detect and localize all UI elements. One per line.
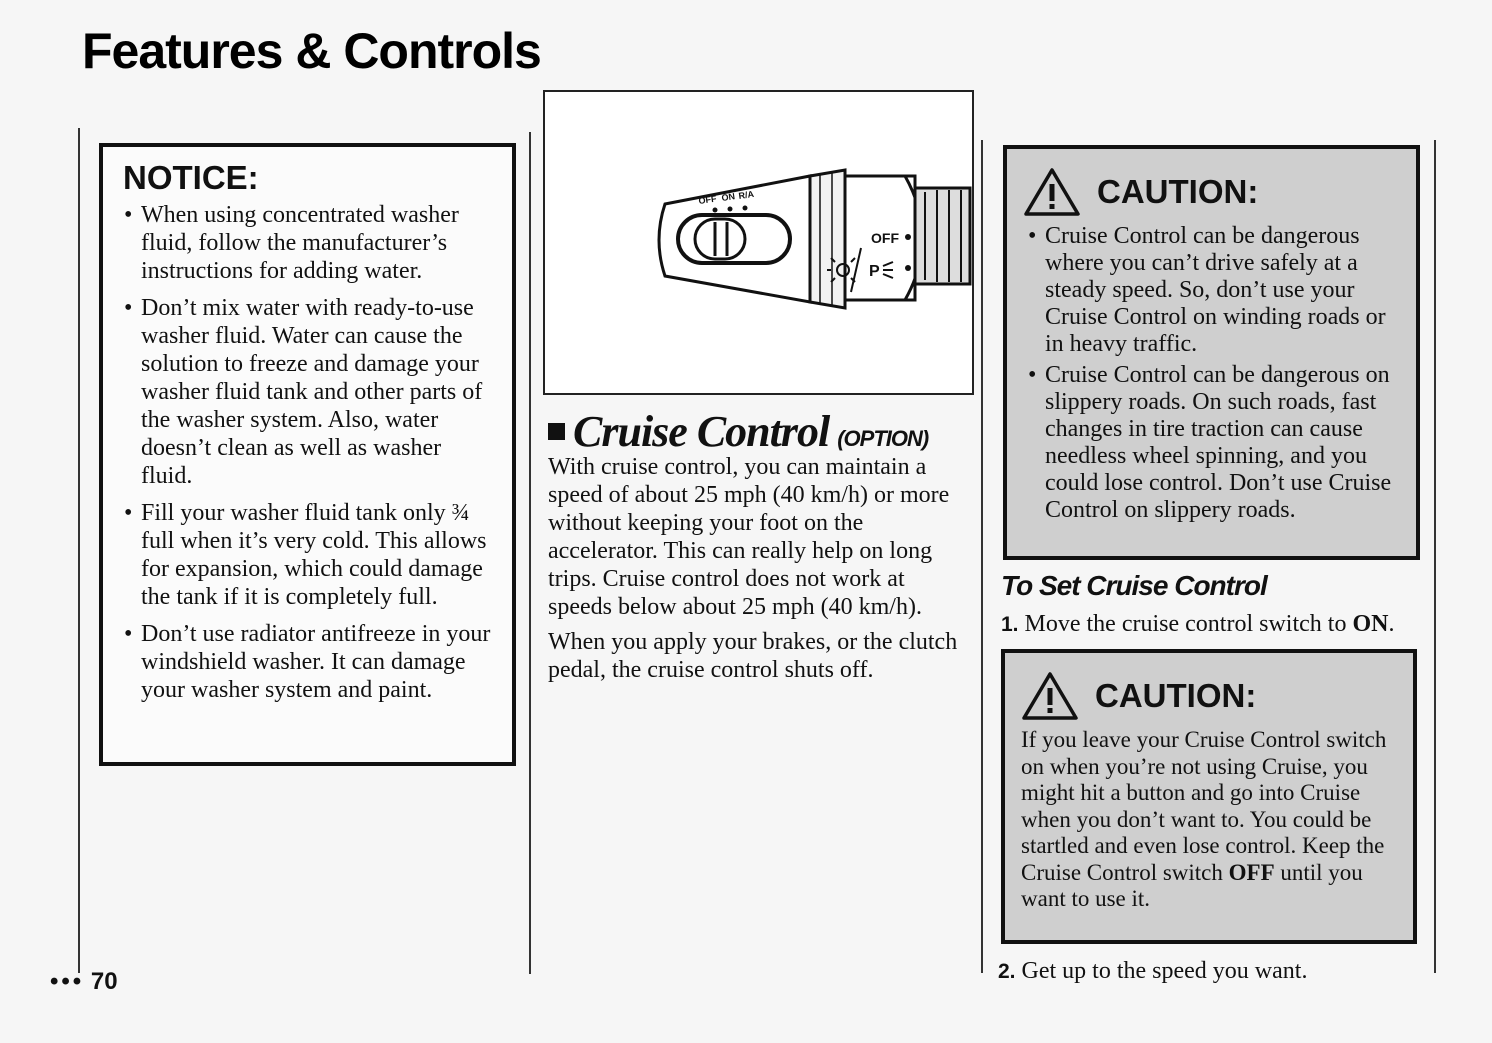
notice-item: • Don’t mix water with ready-to-use washer fluid. Water can cause the solution to freeze and damage your washer fluid tank and other parts of the washer system. Also, water doesn’t clean as well as washer fluid. <box>119 294 498 490</box>
notice-item: • Fill your washer fluid tank only ¾ full when it’s very cold. This allows for expansion, which could damage the tank if it is completely full. <box>119 499 498 611</box>
caution-heading-text: CAUTION: <box>1097 173 1259 210</box>
caution-2-text <box>1021 727 1397 913</box>
lever-label-ra: R/A <box>737 188 755 201</box>
caution-heading-text: CAUTION: <box>1095 677 1257 714</box>
step-2 <box>998 957 1428 986</box>
column-divider-right <box>981 140 983 973</box>
step-2-number: 2. <box>998 960 1016 983</box>
caution-list <box>1023 223 1400 524</box>
notice-item: • Don’t use radiator antifreeze in your windshield washer. It can damage your washer system and paint. <box>119 620 498 704</box>
caution-box-1 <box>1003 145 1420 560</box>
cruise-control-heading <box>548 406 928 457</box>
lever-label-off: OFF <box>697 193 718 206</box>
caution-box-2 <box>1001 649 1417 944</box>
cruise-lever-illustration <box>543 90 974 395</box>
column-divider-middle <box>529 132 531 974</box>
page-title: Features & Controls <box>82 23 541 79</box>
warning-triangle-icon <box>1021 671 1079 721</box>
warning-triangle-icon <box>1023 167 1081 217</box>
cruise-lever-drawing <box>545 92 972 393</box>
step-2-text: Get up to the speed you want. <box>1021 958 1308 984</box>
page-number-value: 70 <box>90 968 118 995</box>
step-1-text: Move the cruise control switch to <box>1024 611 1353 637</box>
caution-item: • Cruise Control can be dangerous where you can’t drive safely at a steady speed. So, don’t use your Cruise Control on winding roads or in heavy traffic. <box>1023 223 1400 358</box>
step-1 <box>1001 610 1431 639</box>
notice-heading: NOTICE: <box>123 159 259 196</box>
lever-label-on: ON <box>720 191 736 203</box>
set-cruise-heading: To Set Cruise Control <box>1001 570 1267 601</box>
option-label: (OPTION) <box>837 426 929 451</box>
step-1-end: . <box>1388 611 1395 637</box>
headlamp-label-off: OFF <box>871 230 899 246</box>
svg-text:P: P <box>869 263 880 280</box>
page-dots: ••• <box>50 968 85 995</box>
page-number <box>50 968 118 996</box>
section-bullet-icon <box>548 423 565 440</box>
caution-heading-1 <box>1023 167 1400 217</box>
notice-item: • When using concentrated washer fluid, follow the manufacturer’s instructions for adding water. <box>119 201 498 285</box>
cruise-paragraph-2: When you apply your brakes, or the clutch pedal, the cruise control shuts off. <box>548 629 958 683</box>
column-divider-far-right <box>1434 140 1436 973</box>
caution-heading-2 <box>1021 671 1397 721</box>
caution-2-text-b: until you want to use it. <box>1021 859 1363 911</box>
caution-2-bold: OFF <box>1228 859 1275 885</box>
notice-list <box>119 201 498 704</box>
column-divider-left <box>78 128 80 973</box>
step-1-bold: ON <box>1352 611 1389 637</box>
caution-2-text-a: If you leave your Cruise Control switch on when you’re not using Cruise, you might hit a button and go into Cruise when you don’t want to. You could be startled and even lose control. Keep the Cruise Control switch <box>1021 727 1387 885</box>
cruise-control-title: Cruise Control <box>573 407 830 456</box>
cruise-paragraph-1: With cruise control, you can maintain a speed of about 25 mph (40 km/h) or more without keeping your foot on the accelerator. This can really help on long trips. Cruise control does not work at speeds below about 25 mph (40 km/h). <box>548 454 950 620</box>
step-1-number: 1. <box>1001 613 1019 636</box>
notice-box <box>99 143 516 766</box>
caution-item: • Cruise Control can be dangerous on slippery roads. On such roads, fast changes in tire traction can cause needless wheel spinning, and you could lose control. Don’t use Cruise Control on slippery roads. <box>1023 362 1400 524</box>
